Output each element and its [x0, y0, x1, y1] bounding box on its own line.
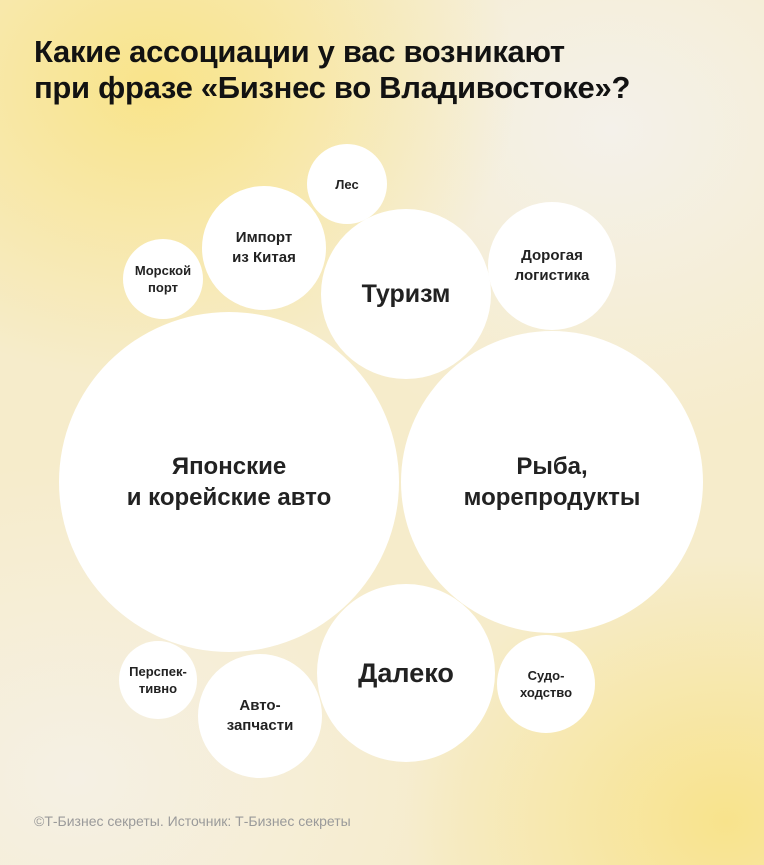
bubble-label: Дорогая логистика	[514, 247, 590, 284]
bubble	[317, 584, 495, 762]
source-footer: ©Т-Бизнес секреты. Источник: Т-Бизнес секреты	[34, 813, 351, 829]
bubble-label: Авто- запчасти	[226, 697, 294, 734]
bubble	[119, 641, 197, 719]
bubble	[401, 331, 703, 633]
bubble	[123, 239, 203, 319]
bubble-label: Импорт из Китая	[232, 229, 296, 266]
bubble	[488, 202, 616, 330]
bubble	[198, 654, 322, 778]
bubble	[307, 144, 387, 224]
bubble	[321, 209, 491, 379]
bubble-label: Рыба, морепродукты	[463, 453, 641, 511]
bubble-label: Далеко	[358, 657, 454, 688]
bubble-label: Перспек- тивно	[129, 664, 187, 696]
bubble	[59, 312, 399, 652]
bubble-label: Лес	[335, 176, 359, 192]
bubble-label: Туризм	[361, 279, 451, 308]
bubble-label: Судо- ходство	[519, 668, 573, 700]
bubble-label: Морской порт	[134, 263, 192, 295]
bubble	[202, 186, 326, 310]
bubble	[497, 635, 595, 733]
page-title: Какие ассоциации у вас возникают при фразе «Бизнес во Владивостоке»?	[34, 34, 631, 105]
bubble-label: Японские и корейские авто	[126, 453, 332, 511]
